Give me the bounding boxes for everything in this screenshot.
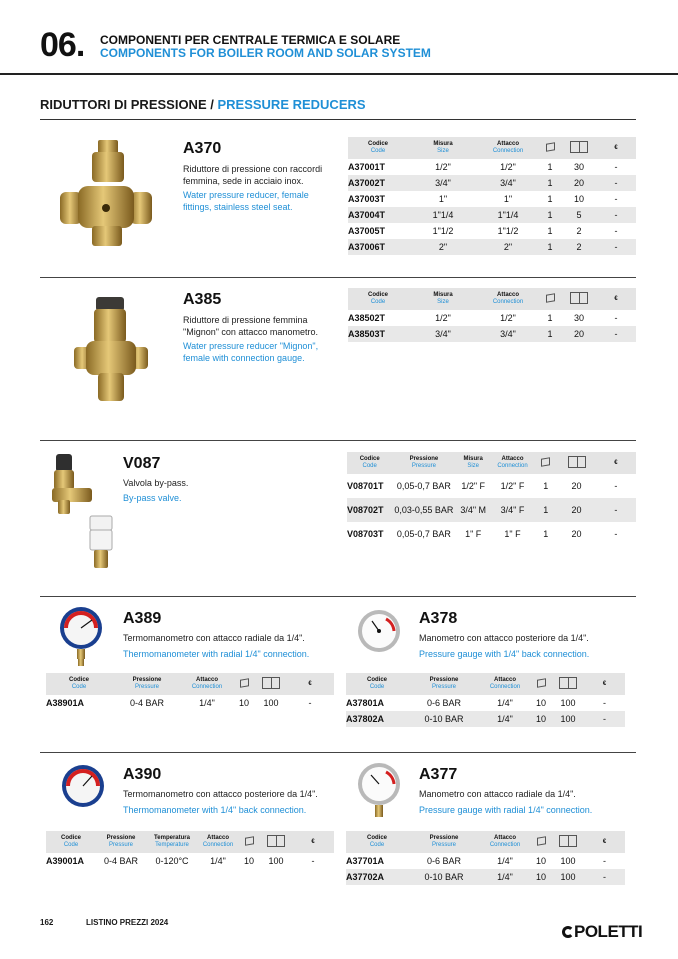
table-cell: - (603, 856, 606, 866)
a377-desc-en: Pressure gauge with radial 1/4" connection. (419, 805, 593, 815)
table-cell: 1/4" (497, 856, 513, 866)
single-box-icon (534, 452, 557, 474)
v087-table-header (347, 452, 636, 474)
product-code-cell: A37006T (348, 239, 408, 255)
multi-box-icon (260, 831, 292, 853)
single-box-icon (538, 288, 562, 310)
v087-table (347, 452, 636, 546)
brand-logo (562, 922, 642, 942)
a389-table-body (46, 695, 334, 711)
table-cell: 0-6 BAR (426, 856, 461, 866)
euro-header: € (596, 288, 636, 310)
table-cell: 1"1/2 (432, 226, 454, 236)
a370-desc-it: Riduttore di pressione con raccordi femmina, sede in acciaio inox. (183, 164, 323, 186)
table-cell: 1/2" (500, 313, 516, 323)
chapter-number: 06. (40, 26, 85, 64)
table-cell: 1/2" (435, 162, 451, 172)
table-row (348, 223, 636, 239)
table-cell: 1/4" (210, 856, 226, 866)
a385-desc-en: Water pressure reducer "Mignon", female with connection gauge. (183, 341, 319, 363)
product-code-cell: A37002T (348, 175, 408, 191)
table-cell: 1 (538, 239, 562, 255)
table-cell: 30 (573, 162, 584, 172)
table-cell: 100 (263, 698, 279, 708)
table-cell: - (596, 175, 636, 191)
a389-code: A389 (123, 610, 162, 627)
table-cell: 0-10 BAR (408, 711, 480, 727)
a378-table-header (346, 673, 625, 695)
table-cell: 20 (557, 498, 596, 522)
v087-desc-en: By-pass valve. (123, 493, 182, 503)
col-pressure-header: Pressione Pressure (112, 673, 182, 695)
a370-table (348, 137, 636, 255)
a390-code: A390 (123, 766, 162, 783)
euro-header: € (596, 137, 636, 159)
table-cell: - (603, 698, 606, 708)
table-cell: 3/4" (408, 175, 478, 191)
a389-table-header (46, 673, 334, 695)
col-connection-header: Attacco Connection (478, 288, 538, 310)
a370-code: A370 (183, 140, 222, 157)
table-cell: 0-120°C (155, 856, 189, 866)
table-row (46, 695, 334, 711)
a389-desc-it: Termomanometro con attacco radiale da 1/4". (123, 633, 305, 643)
a390-desc-en: Thermomanometer with 1/4" back connection. (123, 805, 307, 815)
a389-desc-en: Thermomanometer with radial 1/4" connection. (123, 649, 310, 659)
table-cell: 1 (547, 194, 553, 204)
table-cell: 10 (573, 194, 584, 204)
v087-product-image (48, 452, 118, 572)
table-row (348, 239, 636, 255)
col-code-header: Codice Code (347, 452, 392, 474)
a378-desc-it: Manometro con attacco posteriore da 1/4". (419, 633, 589, 643)
a390-table-header (46, 831, 334, 853)
multi-box-icon (552, 673, 584, 695)
col-temperature-header: Temperatura Temperature (146, 831, 198, 853)
col-connection-header: Attacco Connection (478, 137, 538, 159)
section-title (40, 97, 366, 112)
multi-box-icon (562, 288, 596, 310)
footer-title: LISTINO PREZZI 2024 (86, 918, 169, 927)
table-cell: 100 (560, 698, 576, 708)
product-code-cell: A37802A (346, 711, 408, 727)
table-cell: 20 (571, 529, 582, 539)
table-row (348, 207, 636, 223)
v087-code: V087 (123, 455, 161, 472)
table-cell: - (596, 207, 636, 223)
table-cell: 1"1/4 (408, 207, 478, 223)
table-cell: 1/2" F (461, 481, 486, 491)
a378-table (346, 673, 625, 727)
a378-code: A378 (419, 610, 458, 627)
table-cell: - (614, 529, 618, 539)
table-cell: 1 (534, 498, 557, 522)
table-cell: 10 (243, 856, 254, 866)
table-cell: 100 (268, 856, 284, 866)
table-row (346, 853, 625, 869)
a378-desc-en: Pressure gauge with 1/4" back connection. (419, 649, 590, 659)
page-number: 162 (40, 918, 54, 927)
col-code-header: Codice Code (348, 137, 408, 159)
multi-box-icon (256, 673, 286, 695)
product-code-cell: A37003T (348, 194, 386, 204)
table-cell: 20 (562, 175, 596, 191)
section-title-en: PRESSURE REDUCERS (217, 97, 366, 112)
col-size-header: Misura Size (455, 452, 490, 474)
col-code-header: Codice Code (46, 673, 112, 695)
table-cell: - (308, 698, 312, 708)
product-code-cell: A39001A (46, 856, 85, 866)
table-cell: 0,03-0,55 BAR (392, 498, 455, 522)
table-cell: - (311, 856, 315, 866)
col-connection-header: Attacco Connection (198, 831, 238, 853)
col-pressure-header: Pressione Pressure (408, 831, 480, 853)
table-cell: - (614, 313, 618, 323)
table-row (348, 326, 636, 342)
single-box-icon (530, 831, 552, 853)
table-cell: 3/4" (478, 326, 538, 342)
table-cell: - (614, 226, 618, 236)
a389-table (46, 673, 334, 711)
table-cell: 100 (560, 856, 576, 866)
table-row (346, 695, 625, 711)
table-cell: 2" (408, 239, 478, 255)
v087-table-body (347, 474, 636, 546)
a385-table (348, 288, 636, 342)
table-cell: 1/4" (480, 711, 530, 727)
single-box-icon (232, 673, 256, 695)
col-code-header: Codice Code (46, 831, 96, 853)
table-cell: 1 (538, 207, 562, 223)
col-pressure-header: Pressione Pressure (96, 831, 146, 853)
a377-desc-it: Manometro con attacco radiale da 1/4". (419, 789, 576, 799)
divider (40, 596, 636, 597)
table-cell: 1" F (504, 529, 521, 539)
table-cell: - (596, 498, 636, 522)
table-cell: 1 (543, 529, 549, 539)
single-box-icon (238, 831, 260, 853)
table-row (348, 310, 636, 326)
product-code-cell: A37801A (346, 698, 385, 708)
table-cell: 10 (238, 698, 249, 708)
table-cell: - (614, 481, 618, 491)
table-cell: 5 (562, 207, 596, 223)
table-cell: 1" (438, 194, 448, 204)
product-code-cell: A37001T (348, 162, 386, 172)
single-box-icon (538, 137, 562, 159)
euro-header: € (596, 452, 636, 474)
table-cell: 100 (552, 711, 584, 727)
col-pressure-header: Pressione Pressure (392, 452, 455, 474)
chapter-title-it: COMPONENTI PER CENTRALE TERMICA E SOLARE (100, 33, 401, 47)
product-code-cell: A37004T (348, 207, 408, 223)
table-cell: - (596, 326, 636, 342)
a377-table-header (346, 831, 625, 853)
table-cell: 10 (535, 698, 546, 708)
section-rule (40, 119, 636, 120)
col-size-header: Misura Size (408, 288, 478, 310)
table-cell: 3/4" M (455, 498, 490, 522)
col-connection-header: Attacco Connection (480, 673, 530, 695)
table-cell: 0,05-0,7 BAR (396, 528, 451, 539)
product-code-cell: V08703T (347, 529, 384, 539)
product-code-cell: A37701A (346, 856, 385, 866)
table-cell: 20 (562, 326, 596, 342)
table-cell: - (584, 869, 625, 885)
table-cell: 10 (535, 856, 546, 866)
col-size-header: Misura Size (408, 137, 478, 159)
table-cell: 1 (547, 226, 553, 236)
col-connection-header: Attacco Connection (182, 673, 232, 695)
table-cell: - (614, 162, 618, 172)
table-cell: 0-10 BAR (408, 869, 480, 885)
a377-table-body (346, 853, 625, 885)
table-cell: 1 (547, 162, 553, 172)
a390-table (46, 831, 334, 869)
table-row (347, 474, 636, 498)
product-code-cell: V08701T (347, 481, 384, 491)
a385-product-image (72, 295, 150, 405)
a377-code: A377 (419, 766, 458, 783)
table-cell: 2 (576, 226, 582, 236)
a385-code: A385 (183, 291, 222, 308)
table-cell: 2 (562, 239, 596, 255)
table-row (348, 159, 636, 175)
euro-header: € (584, 673, 625, 695)
a385-desc-it: Riduttore di pressione femmina "Mignon" con attacco manometro. (183, 315, 318, 337)
table-row (46, 853, 334, 869)
divider (40, 277, 636, 278)
a377-table (346, 831, 625, 885)
product-code-cell: A38503T (348, 326, 408, 342)
multi-box-icon (557, 452, 596, 474)
product-code-cell: V08702T (347, 498, 392, 522)
table-cell: 1/4" (497, 698, 513, 708)
table-cell: 1/2" F (500, 481, 525, 491)
table-cell: 0-6 BAR (426, 698, 461, 708)
table-cell: 1/2" (500, 162, 516, 172)
a377-product-image (356, 762, 402, 820)
a378-table-body (346, 695, 625, 727)
logo-text: POLETTI (574, 922, 643, 941)
table-cell: 1" F (465, 529, 482, 539)
table-cell: 1" (503, 194, 513, 204)
a370-table-body (348, 159, 636, 255)
table-row (347, 522, 636, 546)
table-cell: 1/2" (435, 313, 451, 323)
single-box-icon (530, 673, 552, 695)
a389-product-image (58, 606, 104, 668)
euro-header: € (286, 673, 334, 695)
divider (40, 752, 636, 753)
table-cell: 1 (538, 175, 562, 191)
a390-desc-it: Termomanometro con attacco posteriore da 1/4". (123, 789, 318, 799)
table-cell: - (596, 239, 636, 255)
table-row (347, 498, 636, 522)
col-code-header: Codice Code (346, 673, 408, 695)
a390-table-body (46, 853, 334, 869)
table-cell: 100 (552, 869, 584, 885)
col-code-header: Codice Code (346, 831, 408, 853)
table-cell: 1 (547, 313, 553, 323)
euro-header: € (584, 831, 625, 853)
col-connection-header: Attacco Connection (491, 452, 534, 474)
table-cell: 10 (530, 869, 552, 885)
divider (40, 440, 636, 441)
product-code-cell: A38502T (348, 313, 386, 323)
table-cell: 1 (538, 326, 562, 342)
table-row (346, 711, 625, 727)
product-code-cell: A38901A (46, 698, 85, 708)
logo-icon (562, 926, 574, 938)
table-cell: 1 (543, 481, 549, 491)
table-row (348, 175, 636, 191)
table-cell: 3/4" F (491, 498, 534, 522)
a370-desc-en: Water pressure reducer, female fittings, stainless steel seat. (183, 190, 309, 212)
multi-box-icon (552, 831, 584, 853)
col-connection-header: Attacco Connection (480, 831, 530, 853)
table-cell: 1"1/4 (478, 207, 538, 223)
col-pressure-header: Pressione Pressure (408, 673, 480, 695)
a370-product-image (58, 140, 153, 250)
table-cell: 20 (571, 481, 582, 491)
table-cell: 0-4 BAR (103, 856, 138, 866)
table-cell: - (614, 194, 618, 204)
table-cell: 0,05-0,7 BAR (396, 480, 451, 491)
col-code-header: Codice Code (348, 288, 408, 310)
euro-header: € (292, 831, 334, 853)
multi-box-icon (562, 137, 596, 159)
table-cell: - (584, 711, 625, 727)
table-cell: 1/4" (199, 698, 215, 708)
product-code-cell: A37702A (346, 869, 408, 885)
table-row (348, 191, 636, 207)
header-rule (0, 73, 678, 75)
a390-product-image (60, 762, 106, 810)
section-title-it: RIDUTTORI DI PRESSIONE / (40, 97, 214, 112)
table-row (346, 869, 625, 885)
table-cell: 1"1/2 (497, 226, 519, 236)
product-code-cell: A37005T (348, 226, 386, 236)
table-cell: 30 (573, 313, 584, 323)
v087-desc-it: Valvola by-pass. (123, 478, 189, 488)
table-cell: 3/4" (478, 175, 538, 191)
chapter-title-en: COMPONENTS FOR BOILER ROOM AND SOLAR SYSTEM (100, 46, 431, 60)
table-cell: 2" (478, 239, 538, 255)
table-cell: 3/4" (408, 326, 478, 342)
a385-table-body (348, 310, 636, 342)
a378-product-image (356, 607, 402, 655)
table-cell: 10 (530, 711, 552, 727)
a385-table-header (348, 288, 636, 310)
a370-table-header (348, 137, 636, 159)
table-cell: 1/4" (480, 869, 530, 885)
table-cell: 0-4 BAR (129, 698, 164, 708)
